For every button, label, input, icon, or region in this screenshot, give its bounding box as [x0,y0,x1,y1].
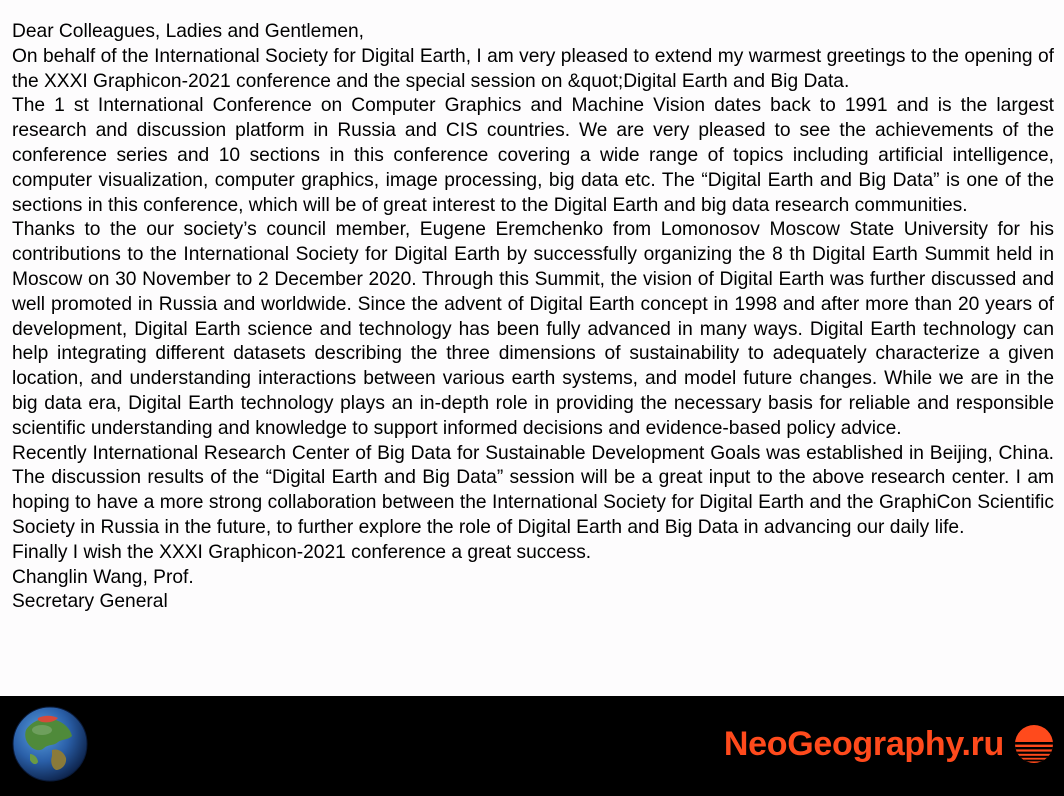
brand-name: NeoGeography.ru [723,724,1004,763]
sunset-logo-icon [1014,724,1054,764]
letter-paragraph-1: On behalf of the International Society for Digital Earth, I am very pleased to extend my warmest greetings to the opening of the XXXI Graphicon-2021 conference and the special session on &quot;Digital Earth and Big Data. [12,45,1054,92]
letter-paragraph-2: The 1 st International Conference on Computer Graphics and Machine Vision dates back to 1991 and is the largest research and discussion platform in Russia and CIS countries. We are very pleased to see the achievements of the conference series and 10 sections in this conference covering a wide range of topics including artificial intelligence, computer visualization, computer graphics, image processing, big data etc. The “Digital Earth and Big Data” is one of the sections in this conference, which will be of great interest to the Digital Earth and big data research communities. [12,95,1054,216]
footer-bar [0,696,1064,796]
signature-name: Changlin Wang, Prof. [12,566,194,588]
letter-paragraph-3: Thanks to the our society’s council member, Eugene Eremchenko from Lomonosov Moscow State University for his contributions to the International Society for Digital Earth by successfully organizing the 8 th Digital Earth Summit held in Moscow on 30 November to 2 December 2020. Through this Summit, the vision of Digital Earth was further discussed and well promoted in Russia and worldwide. Since the advent of Digital Earth concept in 1998 and after more than 20 years of development, Digital Earth science and technology has been fully advanced in many ways. Digital Earth technology can help integrating different datasets describing the three dimensions of sustainability to adequately characterize a given location, and understanding interactions between various earth systems, and model future changes. While we are in the big data era, Digital Earth technology plays an in-depth role in providing the necessary basis for reliable and responsible scientific understanding and knowledge to support informed decisions and evidence-based policy advice. [12,219,1054,439]
letter-paragraph-4: Recently International Research Center of Big Data for Sustainable Development Goals was established in Beijing, China. The discussion results of the “Digital Earth and Big Data” session will be a great input to the above research center. I am hoping to have a more strong collaboration between the International Society for Digital Earth and the GraphiCon Scientific Society in Russia in the future, to further explore the role of Digital Earth and Big Data in advancing our daily life. [12,442,1054,538]
letter-closing: Finally I wish the XXXI Graphicon-2021 conference a great success. [12,541,592,563]
brand-logo [724,724,1054,764]
signature-title: Secretary General [12,591,168,613]
letter-greeting: Dear Colleagues, Ladies and Gentlemen, [12,21,364,42]
earth-globe-icon [12,706,88,782]
